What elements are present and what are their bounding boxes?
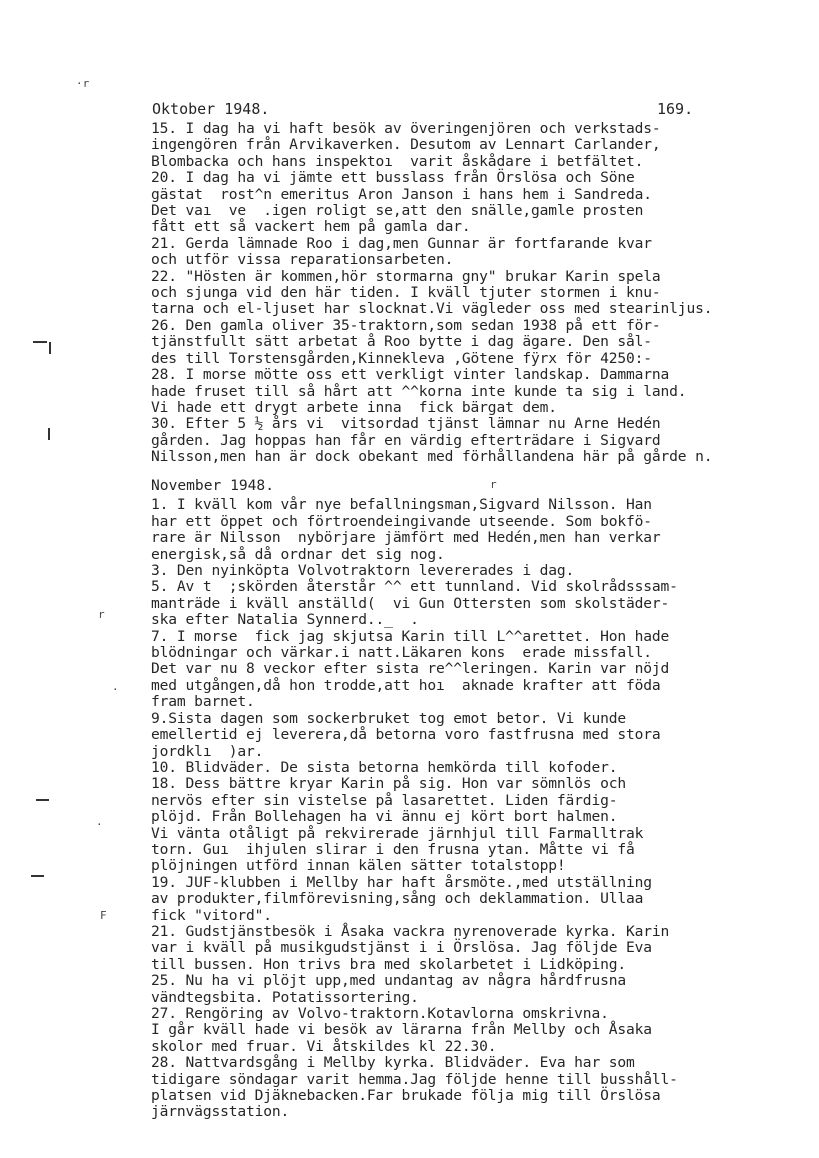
month-heading-november: November 1948. [151, 477, 275, 494]
text-line: vändtegsbita. Potatissortering. [151, 988, 419, 1006]
margin-mark: . [96, 815, 103, 828]
text-line: järnvägsstation. [151, 1103, 290, 1121]
text-line: Det var nu 8 veckor efter sista re^^leringen. Karin var nöjd [151, 660, 670, 678]
text-line: Vi vänta otåligt på rekvirerade järnhjul till Farmalltrak [151, 824, 644, 842]
text-line: ingengören från Arvikaverken. Desutom av Lennart Carlander, [151, 136, 661, 154]
text-line: 3. Den nyinköpta Volvotraktorn levererades i dag. [151, 562, 575, 580]
text-line: 9.Sista dagen som sockerbruket tog emot betor. Vi kunde [151, 709, 626, 727]
october-entries [151, 121, 801, 466]
margin-mark [31, 875, 44, 877]
text-line: Vi hade ett drygt arbete inna fick bärgat dem. [151, 398, 557, 416]
text-line: och sjunga vid den här tiden. I kväll tjuter stormen i knu- [151, 284, 661, 302]
text-line: 22. "Hösten är kommen,hör stormarna gny" brukar Karin spela [151, 267, 661, 285]
margin-mark: · [112, 683, 119, 696]
margin-mark: r [98, 608, 105, 621]
text-line: 20. I dag ha vi jämte ett busslass från Örslösa och Söne [151, 169, 635, 187]
text-line: Blombacka och hans inspektoı varit åskådare i betfältet. [151, 152, 644, 170]
text-line: energisk,så då ordnar det sig nog. [151, 545, 445, 563]
text-line: tarna och el-ljuset har slocknat.Vi vägleder oss med stearinljus. [151, 300, 713, 318]
text-line: fått ett så vackert hem på gamla dar. [151, 218, 471, 236]
text-line: manträde i kväll anställd( vi Gun Ottersten som skolstäder- [151, 594, 670, 612]
text-line: av produkter,filmförevisning,sång och deklammation. Ullaa [151, 890, 644, 908]
november-section [151, 478, 801, 1121]
margin-mark [48, 428, 50, 440]
text-line: 25. Nu ha vi plöjt upp,med undantag av några hårdfrusna [151, 972, 626, 990]
text-line: 1. I kväll kom vår nye befallningsman,Sigvard Nilsson. Han [151, 496, 652, 514]
text-line: till bussen. Hon trivs bra med skolarbetet i Lidköping. [151, 955, 626, 973]
text-line: var i kväll på musikgudstjänst i i Örslösa. Jag följde Eva [151, 939, 652, 957]
november-entries [151, 497, 801, 1120]
text-line: 15. I dag ha vi haft besök av överingenjören och verkstads- [151, 120, 661, 137]
month-heading: Oktober 1948. [152, 100, 270, 118]
text-line: och utför vissa reparationsarbeten. [151, 251, 454, 269]
margin-mark: F [100, 909, 107, 922]
text-line: tidigare söndagar varit hemma.Jag följde henne till busshåll- [151, 1070, 678, 1088]
text-line: fick "vitord". [151, 906, 272, 924]
text-line: 19. JUF-klubben i Mellby har haft årsmöte.,med utställning [151, 873, 652, 891]
text-line: Det vaı ve .igen roligt se,att den snälle,gamle prosten [151, 202, 644, 220]
text-line: 26. Den gamla oliver 35-traktorn,som sedan 1938 på ett för- [151, 316, 661, 334]
text-line: med utgången,då hon trodde,att hoı aknade krafter att föda [151, 676, 661, 694]
text-line: hade fruset till så hårt att ^^korna inte kunde ta sig i land. [151, 382, 687, 400]
text-line: platsen vid Djäknebacken.Far brukade följa mig till Örslösa [151, 1087, 661, 1105]
text-line: rare är Nilsson nybörjare jämfört med Hedén,men han verkar [151, 529, 661, 547]
text-line: gården. Jag hoppas han får en värdig efterträdare i Sigvard [151, 431, 661, 449]
margin-mark: r [490, 478, 497, 491]
text-line: plöjd. Från Bollehagen ha vi ännu ej kört bort halmen. [151, 808, 618, 826]
text-line: 21. Gerda lämnade Roo i dag,men Gunnar är fortfarande kvar [151, 234, 652, 252]
text-line: fram barnet. [151, 693, 255, 711]
text-line: 28. Nattvardsgång i Mellby kyrka. Blidväder. Eva har som [151, 1054, 635, 1072]
text-line: plöjningen utförd innan kälen sätter totalstopp! [151, 857, 566, 875]
text-line: 30. Efter 5 ½ års vi vitsordad tjänst lämnar nu Arne Hedén [151, 415, 661, 433]
text-line: 28. I morse mötte oss ett verkligt vinter landskap. Dammarna [151, 366, 670, 384]
text-line: torn. Guı ihjulen slirar i den frusna ytan. Måtte vi få [151, 840, 635, 858]
margin-mark [33, 341, 47, 343]
text-line: blödningar och värkar.i natt.Läkaren kons erade missfall. [151, 644, 652, 662]
page-header [152, 101, 712, 118]
margin-mark-top: ·r [76, 77, 90, 90]
text-line: skolor med fruar. Vi åtskildes kl 22.30. [151, 1037, 497, 1055]
margin-mark [36, 799, 49, 801]
text-line: 5. Av t ;skörden återstår ^^ ett tunnland. Vid skolrådsssam- [151, 578, 678, 596]
text-line: 18. Dess bättre kryar Karin på sig. Hon var sömnlös och [151, 775, 626, 793]
text-line: 27. Rengöring av Volvo-traktorn.Kotavlorna omskrivna. [151, 1005, 609, 1022]
text-line: emellertid ej leverera,då betorna voro fastfrusna med stora [151, 726, 661, 744]
text-line: ska efter Natalia Synnerd.._ . [151, 611, 419, 629]
text-line: gästat rost^n emeritus Aron Janson i hans hem i Sandreda. [151, 185, 652, 203]
text-line: har ett öppet och förtroendeingivande utseende. Som bokfö- [151, 512, 652, 530]
text-line: I går kväll hade vi besök av lärarna från Mellby och Åsaka [151, 1021, 652, 1039]
text-line: 10. Blidväder. De sista betorna hemkörda till kofoder. [151, 758, 618, 776]
text-line: nervös efter sin vistelse på lasarettet. Liden färdig- [151, 791, 618, 809]
text-line: 21. Gudstjänstbesök i Åsaka vackra nyrenoverade kyrka. Karin [151, 922, 670, 940]
text-line: 7. I morse fick jag skjutsa Karin till L^^arettet. Hon hade [151, 627, 670, 645]
text-line: jordklı )ar. [151, 742, 264, 760]
margin-mark [49, 342, 51, 354]
page-number: 169. [657, 100, 694, 118]
text-line: Nilsson,men han är dock obekant med förhållandena här på gårde n. [151, 448, 713, 466]
text-line: tjänstfullt sätt arbetat å Roo bytte i dag ägare. Den sål- [151, 333, 652, 351]
text-line: des till Torstensgården,Kinnekleva ,Götene fÿrx för 4250:- [151, 349, 652, 367]
